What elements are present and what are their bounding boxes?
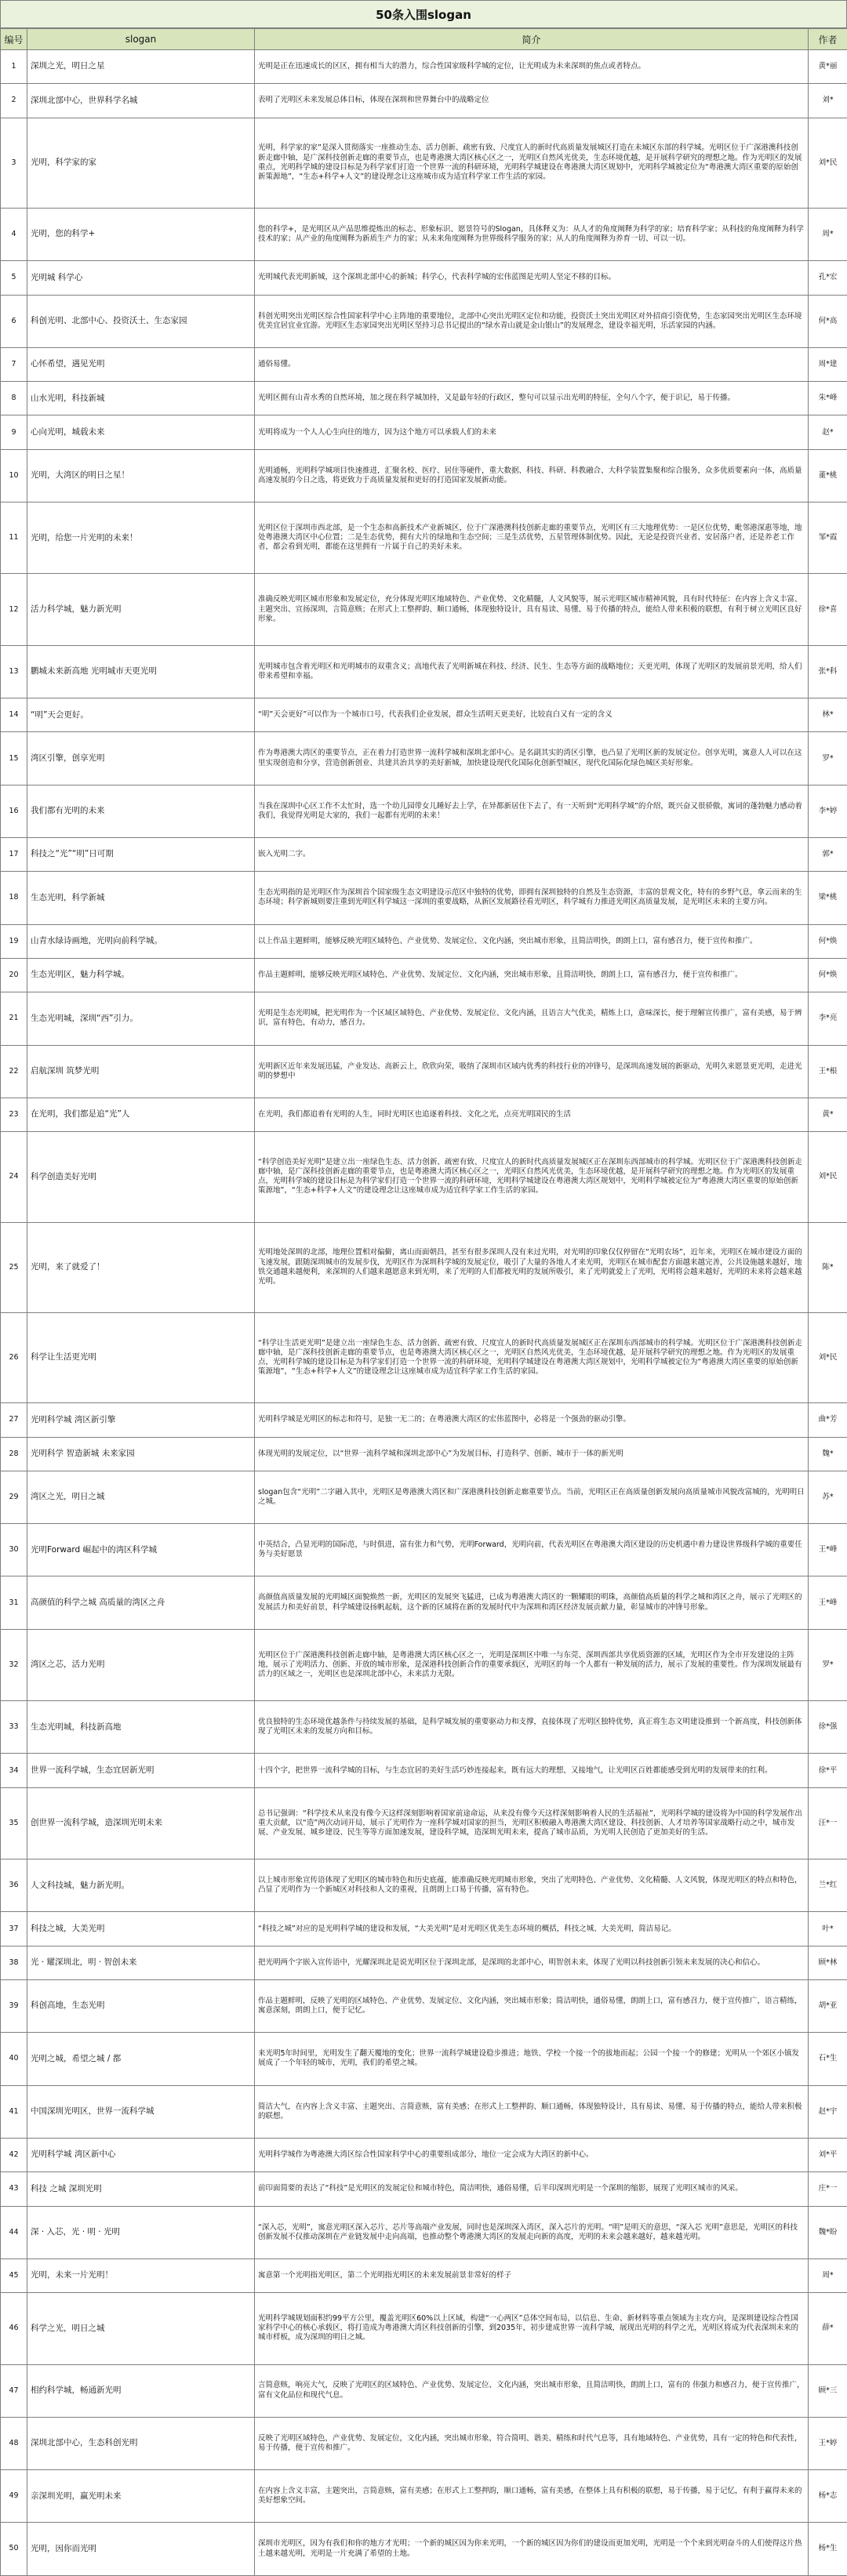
table-row xyxy=(1,1222,847,1312)
row-slogan: 人文科技城，魅力新光明。 xyxy=(27,1859,255,1912)
row-author: 赵* xyxy=(809,415,847,449)
row-description: 作为粤港澳大湾区的重要节点，正在着力打造世界一流科学城和深圳北部中心。是名副其实的湾区引擎，也凸显了光明区新的发展定位。创享光明，寓意人人可以在这里实现创造和分享，营造创新创业、共建共治共享的美好新城，加快建设现代化国际化创新型城区，现代化国际化绿色城区美好形象。 xyxy=(255,732,809,785)
row-author: 杨*生 xyxy=(809,2523,847,2575)
row-number: 28 xyxy=(1,1437,27,1471)
row-description: 言简意赅，响亮大气，反映了光明区的区域特色、产业优势、发展定位、文化内涵，突出城市形象，且简洁明快，朗朗上口，富有的 伟强力和感召力，便于宣传推广，富有文化品位和现代气息。 xyxy=(255,2364,809,2417)
row-slogan: 光明，未来一片光明！ xyxy=(27,2259,255,2292)
row-description: 在内容上含义丰富，主题突出，言简意赅，富有美感；在形式上工整押韵，顺口通畅，富有美感，在整体上具有积极的联想，易于传播，易于记忆，有利于赢得未来的美好想象空间。 xyxy=(255,2470,809,2523)
slogan-table xyxy=(0,28,847,2576)
row-number: 45 xyxy=(1,2259,27,2292)
row-description: 您的科学+，是光明区从产品思维提炼出的标志、形象标识、愿景符号的Slogan，具体释义为：从人才的角度阐释为科学的家；培育科学家；从科技的角度阐释为科学技术的家；从产业的角度阐释为新质生产力的家；从未来角度阐释为世界级科学服务的家；从人的角度阐释为养育一切、可以一切。 xyxy=(255,208,809,260)
row-slogan: 在光明，我们都是追“光”人 xyxy=(27,1098,255,1131)
row-slogan: 光明，来了就爱了！ xyxy=(27,1222,255,1312)
row-number: 36 xyxy=(1,1859,27,1912)
row-number: 20 xyxy=(1,958,27,992)
table-row xyxy=(1,785,847,837)
table-row xyxy=(1,1045,847,1098)
row-number: 10 xyxy=(1,449,27,502)
table-row xyxy=(1,732,847,785)
row-slogan: 光明，您的科学+ xyxy=(27,208,255,260)
row-number: 41 xyxy=(1,2085,27,2138)
table-row xyxy=(1,698,847,732)
table-row xyxy=(1,992,847,1045)
row-author: 曲*芳 xyxy=(809,1403,847,1437)
row-slogan: 科技之城，大美光明 xyxy=(27,1912,255,1946)
row-number: 8 xyxy=(1,382,27,415)
row-author: 顾*林 xyxy=(809,1946,847,1979)
row-slogan: 湾区之光，明日之城 xyxy=(27,1471,255,1523)
row-slogan: 光明科学 智造新城 未来家园 xyxy=(27,1437,255,1471)
row-author: 徐*喜 xyxy=(809,574,847,645)
table-row xyxy=(1,1859,847,1912)
row-slogan: 光明之城，希望之城 / 都 xyxy=(27,2033,255,2085)
table-row xyxy=(1,2364,847,2417)
row-slogan: 深圳北部中心，生态科创光明 xyxy=(27,2417,255,2469)
row-author: 朱*峰 xyxy=(809,382,847,415)
row-number: 22 xyxy=(1,1045,27,1098)
row-slogan: 相约科学城，畅通新光明 xyxy=(27,2364,255,2417)
row-author: 王*根 xyxy=(809,1045,847,1098)
row-description: “科学让生活更光明”是建立出一座绿色生态、活力创新、疏密有致、尺度宜人的新时代高质量发展城区正在深圳东西部城市的科学城。光明区位于广深港澳科技创新走廊中轴，是广深科技创新走廊的重要节点，也是粤港澳大湾区核心区之一，光明区自然风光优美，生态环境优越，是开展科学研究的理想之地。作为光明区的发展重点，光明科学城的建设目标是为科学家们打造一个世界一流的科研环境，光明科学城建设在粤港澳大湾区规划中，光明科学城被定位为“粤港澳大湾区重要的原始创新策源地”，“生态+科学+人文”的建设理念让这座城市成为适宜科学家工作生活的家园。 xyxy=(255,1312,809,1402)
row-slogan: 生态光明，科学新城 xyxy=(27,872,255,924)
table-row xyxy=(1,449,847,502)
table-row xyxy=(1,50,847,84)
row-number: 18 xyxy=(1,872,27,924)
header-slogan: slogan xyxy=(27,29,255,50)
row-slogan: 创世界一流科学城，造深圳光明未来 xyxy=(27,1787,255,1859)
row-number: 15 xyxy=(1,732,27,785)
table-row xyxy=(1,2172,847,2206)
row-author: 罗* xyxy=(809,732,847,785)
row-author: 顾*三 xyxy=(809,2364,847,2417)
row-number: 25 xyxy=(1,1222,27,1312)
row-number: 33 xyxy=(1,1701,27,1754)
row-slogan: 光明，因你而光明 xyxy=(27,2523,255,2575)
row-description: 通俗易懂。 xyxy=(255,347,809,381)
row-description: 光明是生态光明城，把光明作为一个区域区域特色、产业优势、发展定位、文化内涵，且语言大气优美，精炼上口，意味深长，便于理解宣传推广，富有美感，易于辨识，富有特色，有动力，感召力。 xyxy=(255,992,809,1045)
row-number: 13 xyxy=(1,645,27,698)
row-number: 37 xyxy=(1,1912,27,1946)
row-author: 周* xyxy=(809,2259,847,2292)
row-description: 以上城市形象宣传语体现了光明区的城市特色和历史底蕴，能准确反映光明城市形象，突出了光明特色、产业优势、文化精髓、人文风貌，体现光明区的特点和特色，凸显了光明作为一个新城区对科技和人文的重视，且朗朗上口易于传播，富有特色。 xyxy=(255,1859,809,1912)
table-row xyxy=(1,1787,847,1859)
row-slogan: 光明城 科学心 xyxy=(27,261,255,295)
table-row xyxy=(1,84,847,118)
row-description: “深入芯，光明”，寓意光明区深入芯片、芯片等高端产业发展，同时也是深圳深入湾区，深入芯片的光明。“明”是明天的意思，“深入芯 光明”意思是，光明区的科技创新发展不仅推动深圳在产业链发展中走向高端，也推动整个粤港澳大湾区的发展走向新的高度，光明的未来会越来越好，越来越光明。 xyxy=(255,2206,809,2259)
row-author: 罗* xyxy=(809,1629,847,1700)
row-number: 32 xyxy=(1,1629,27,1700)
table-row xyxy=(1,382,847,415)
table-row xyxy=(1,574,847,645)
row-description: 在光明，我们都追着有光明的人生，同时光明区也追逐着科技、文化之光，点亮光明国民的生活 xyxy=(255,1098,809,1131)
row-number: 44 xyxy=(1,2206,27,2259)
row-number: 31 xyxy=(1,1576,27,1629)
row-slogan: 高颜值的科学之城 高质量的湾区之舟 xyxy=(27,1576,255,1629)
row-description: 光明地处深圳的北部，地理位置相对偏僻，离山而面朝昌，甚至有很多深圳人没有来过光明，对光明的印象仅仅停留在“光明农场”，近年来，光明区在城市建设方面的飞速发展，跟随深圳城市的发展步伐，光明区作为深圳科学城的发展定位，吸引了大量的各地人才来光明，光明区在城市配套方面越来越完善，公共设施越来越好，地铁交通越来越便利，来深圳的人们越来越愿意来到光明，来了光明的人们都被光明的发展所吸引，来了光明就爱上了光明，光明将会越来越好，光明的未来将会越来越光明。 xyxy=(255,1222,809,1312)
row-description: “明”天会更好”可以作为一个城市口号，代表我们企业发展，群众生活明天更美好，比较直白又有一定的含义 xyxy=(255,698,809,732)
row-author: 薛* xyxy=(809,2293,847,2364)
row-description: 光明科学城是光明区的标志和符号，是独一无二的；在粤港澳大湾区的宏伟蓝图中，必将是一个强劲的驱动引擎。 xyxy=(255,1403,809,1437)
row-author: 徐*平 xyxy=(809,1754,847,1787)
row-author: 魏*盼 xyxy=(809,2206,847,2259)
row-slogan: 生态光明城，深圳“西”引力。 xyxy=(27,992,255,1045)
row-description: 优良独特的生态环境优越条件与持续发展的基础，是科学城发展的重要驱动力和支撑，直接体现了光明区独特优势，真正将生态文明建设推到一个新高度，科技创新体现了光明区未来的发展方向和目标。 xyxy=(255,1701,809,1754)
table-row xyxy=(1,2033,847,2085)
row-number: 3 xyxy=(1,118,27,208)
row-slogan: 光明，给您一片光明的未来！ xyxy=(27,503,255,574)
row-author: 叶* xyxy=(809,1912,847,1946)
row-description: 高颜值高质量发展的光明城区面貌焕然一新，光明区的发展突飞猛进，已成为粤港澳大湾区的一颗耀眼的明珠，高颜值高质量的科学之城和湾区之舟，展示了光明区的发展活力和美好前景，科学城建设扬帆起航，这个新的区域将在新的发展时代中为深圳和湾区经济发展贡献力量，彰显城市的冲锋号形象。 xyxy=(255,1576,809,1629)
row-number: 35 xyxy=(1,1787,27,1859)
row-description: 光明城代表光明新城，这个深圳北部中心的新城；科学心，代表科学城的宏伟蓝图是光明人坚定不移的目标。 xyxy=(255,261,809,295)
table-row xyxy=(1,1946,847,1979)
table-row xyxy=(1,958,847,992)
row-slogan: 心怀希望，遇见光明 xyxy=(27,347,255,381)
row-description: 嵌入光明二字。 xyxy=(255,838,809,872)
row-author: 刘*民 xyxy=(809,1132,847,1222)
row-description: slogan包含“光明”二字融入其中，光明区是粤港澳大湾区和广深港澳科技创新走廊重要节点。当前，光明区正在高质量创新发展向高质量城市风貌改富城的，光明明日之城。 xyxy=(255,1471,809,1523)
table-row xyxy=(1,1629,847,1700)
table-row xyxy=(1,924,847,958)
sheet-title: 50条入围slogan xyxy=(0,0,847,28)
table-row xyxy=(1,415,847,449)
table-row xyxy=(1,2470,847,2523)
row-number: 24 xyxy=(1,1132,27,1222)
row-author: 汪*一 xyxy=(809,1787,847,1859)
header-number: 编号 xyxy=(1,29,27,50)
row-number: 50 xyxy=(1,2523,27,2575)
row-author: 庄*一 xyxy=(809,2172,847,2206)
row-number: 39 xyxy=(1,1980,27,2033)
row-slogan: 启航深圳 筑梦光明 xyxy=(27,1045,255,1098)
row-number: 48 xyxy=(1,2417,27,2469)
table-row xyxy=(1,1471,847,1523)
row-slogan: 活力科学城，魅力新光明 xyxy=(27,574,255,645)
row-description: 光明区位于深圳市西北部，是一个生态和高新技术产业新城区，位于广深港澳科技创新走廊的重要节点，光明区有三大地理优势：一是区位优势，毗邻港深惠等地，地处粤港澳大湾区中心位置；二是生态优势，拥有大片的绿地和生态空间；三是生活优势，五星管理体制优势。因此，无论是投资兴业者、安居落户者，还是养老工作者，都会看到光明，都能在这里拥有一片属于自己的美好未来。 xyxy=(255,503,809,574)
row-description: 深圳市光明区，因为有我们和你的地方才光明；一个新的城区因为你来光明，一个新的城区因为你们的建设而更加光明，光明是一个个来到光明奋斗的人们使得这片热土越来越光明，光明是一片充满了希望的土地。 xyxy=(255,2523,809,2575)
row-number: 27 xyxy=(1,1403,27,1437)
table-row xyxy=(1,1403,847,1437)
row-description: 把光明两个字嵌入宣传语中，光耀深圳北是说光明区位于深圳北部，是深圳的北部中心，明智创未来，体现了光明以科技创新引领未来发展的决心和信心。 xyxy=(255,1946,809,1979)
row-author: 刘*平 xyxy=(809,2138,847,2171)
table-row xyxy=(1,2138,847,2171)
table-row xyxy=(1,1098,847,1131)
table-row xyxy=(1,2417,847,2469)
row-description: 光明新区近年来发展迅猛，产业发达、高新云上，欣欣向荣，吸纳了深圳市区域内优秀的科技行业的冲锋号，是深圳高速发展的新驱动，光明久来愿景更光明，走进光明的梦想中 xyxy=(255,1045,809,1098)
row-author: 周* xyxy=(809,208,847,260)
row-description: 准确反映光明区城市形象和发展定位，充分体现光明区地域特色、产业优势、文化精髓，人文风貌等，展示光明区城市精神风貌，具有时代特征：在内容上含义丰富、主题突出、宣扬深圳、言简意赅；在形式上工整押韵、顺口通畅，体现独特设计，具有易读、易懂、易于传播的特点，能给人带来积极的联想，有利于树立光明区良好形象。 xyxy=(255,574,809,645)
row-description: 表明了光明区未来发展总体目标，体现在深圳和世界舞台中的战略定位 xyxy=(255,84,809,118)
row-author: 董*桃 xyxy=(809,449,847,502)
row-description: 前印面简要的表达了“科技”是光明区的发展定位和城市特色，简洁明快，通俗易懂，后半印深圳光明是一个深圳的缩影，展现了光明区城市的风采。 xyxy=(255,2172,809,2206)
table-row xyxy=(1,872,847,924)
row-description: 生态光明指的是光明区作为深圳首个国家级生态文明建设示范区中独特的优势，即拥有深圳独特的自然及生态资源，丰富的景观文化，特有的乡野气息，拿云而来的生态环境；科学新城则要注重到光明区科学城这一深圳的重要战略，从新区发展路径看光明区，科学城有力推进光明区高质量发展，是光明区未来的主要方向。 xyxy=(255,872,809,924)
table-row xyxy=(1,838,847,872)
table-row xyxy=(1,2085,847,2138)
row-description: 光明科学城规划面积约99平方公里，覆盖光明区60%以上区域，构建“一心两区”总体空间布局，以信息、生命、新材料等重点领域为主攻方向，是深圳建设综合性国家科学中心的核心承载区，将打造成为粤港澳大湾区科技创新的引擎，到2035年，初步建成世界一流科学城，展现出光明的科学之光，光明区将成为代表深圳未来的城市样板，成为深圳的明日之城。 xyxy=(255,2293,809,2364)
row-description: 反映了光明区域特色，产业优势、发展定位，文化内涵，突出城市形象，符合简明、谐美、精练和时代气息等，具有地域特色、产业优势，具有一定的特色和代表性，易于传播，便于宣传和推广。 xyxy=(255,2417,809,2469)
row-author: 王*峰 xyxy=(809,1524,847,1576)
row-number: 12 xyxy=(1,574,27,645)
table-row xyxy=(1,1312,847,1402)
row-slogan: 光明，科学家的家 xyxy=(27,118,255,208)
table-row xyxy=(1,1524,847,1576)
row-number: 30 xyxy=(1,1524,27,1576)
row-number: 5 xyxy=(1,261,27,295)
row-slogan: 科学之光，明日之城 xyxy=(27,2293,255,2364)
row-author: 王*峰 xyxy=(809,1576,847,1629)
row-description: 光明是正在迅速成长的区区，拥有相当大的潜力，综合性国家级科学城的定位，让光明成为未来深圳的焦点或者特点。 xyxy=(255,50,809,84)
row-author: 邹*霞 xyxy=(809,503,847,574)
row-number: 26 xyxy=(1,1312,27,1402)
header-row xyxy=(1,29,847,50)
row-slogan: 鹏城未来新高地 光明城市天更光明 xyxy=(27,645,255,698)
table-row xyxy=(1,261,847,295)
row-slogan: 科创光明、北部中心、投资沃土、生态家园 xyxy=(27,295,255,347)
row-slogan: 生态光明区，魅力科学城。 xyxy=(27,958,255,992)
row-author: 梁*桃 xyxy=(809,872,847,924)
row-slogan: 亲深圳光明，赢光明未来 xyxy=(27,2470,255,2523)
row-number: 16 xyxy=(1,785,27,837)
row-slogan: 科技 之城 深圳光明 xyxy=(27,2172,255,2206)
table-row xyxy=(1,118,847,208)
row-description: 作品主题鲜明，反映了光明的区域特色、产业优势、发展定位、文化内涵，突出城市形象；简洁明快，通俗易懂，朗朗上口，富有感召力，便于宣传推广，语言精练，寓意深刻，朗朗上口，便于记忆。 xyxy=(255,1980,809,2033)
row-author: 黄*丽 xyxy=(809,50,847,84)
row-author: 杨*志 xyxy=(809,2470,847,2523)
row-slogan: 科创高地，生态光明 xyxy=(27,1980,255,2033)
header-author: 作者 xyxy=(809,29,847,50)
row-slogan: 深 · 入芯，光 · 明 · 光明 xyxy=(27,2206,255,2259)
row-description: 十四个字，把世界一流科学城的目标，与生态宜居的美好生活巧妙连接起来，既有远大的理想，又接地气，让光明区百姓都能感受到光明的发展带来的红利。 xyxy=(255,1754,809,1787)
row-slogan: 科技之“光”“明”日可期 xyxy=(27,838,255,872)
row-description: 光明，科学家的家”是深入贯彻落实一座推动生态、活力创新、疏密有致、尺度宜人的新时代高质量发展城区打造在未城区东部的科学城。光明区位于广深港澳科技创新走廊中轴，是广深科技创新走廊的重要节点，也是粤港澳大湾区核心区之一，光明区自然风光优美，生态环境优越，是开展科学研究的理想之地。作为光明区的发展重点，光明科学城的建设目标是为科学家们打造一个世界一流的科研环境，光明科学城建设在粤港澳大湾区规划中，光明科学城被定位为“粤港澳大湾区重要的原始创新策源地”，“生态+科学+人文”的建设理念让这座城市成为适宜科学家工作生活的家园。 xyxy=(255,118,809,208)
row-description: 简洁大气，在内容上含义丰富、主题突出、言简意赅，富有美感；在形式上工整押韵、顺口通畅，体现独特设计，具有易读、易懂、易于传播的特点，能给人带来积极的联想。 xyxy=(255,2085,809,2138)
row-number: 19 xyxy=(1,924,27,958)
row-number: 29 xyxy=(1,1471,27,1523)
row-slogan: 生态光明城，科技新高地 xyxy=(27,1701,255,1754)
row-number: 40 xyxy=(1,2033,27,2085)
row-number: 23 xyxy=(1,1098,27,1131)
row-author: 刘*民 xyxy=(809,1312,847,1402)
row-author: 张*科 xyxy=(809,645,847,698)
row-author: 周*建 xyxy=(809,347,847,381)
table-row xyxy=(1,2293,847,2364)
row-slogan: 山青水绿诗画地，光明向前科学城。 xyxy=(27,924,255,958)
table-row xyxy=(1,2206,847,2259)
row-author: 魏* xyxy=(809,1437,847,1471)
table-row xyxy=(1,295,847,347)
table-row xyxy=(1,503,847,574)
row-description: 科创光明突出光明区综合性国家科学中心主阵地的重要地位，北部中心突出光明区定位和功能，投资沃土突出光明区对外招商引资优势，生态家园突出光明区生态环境优美宜居宜业宜游。光明区生态家园突出光明区坚持习总书记提出的“绿水青山就是金山银山”的发展理念，建设幸福光明，乐活家园的内涵。 xyxy=(255,295,809,347)
row-description: 光明区拥有山青水秀的自然环境，加之现在科学城加持，又是最年轻的行政区，整句可以显示出光明的特征，全句八个字，便于识记，易于传播。 xyxy=(255,382,809,415)
row-author: 刘*民 xyxy=(809,118,847,208)
row-number: 4 xyxy=(1,208,27,260)
row-description: 总书记强调：“科学技术从来没有像今天这样深刻影响着国家前途命运，从来没有像今天这样深刻影响着人民的生活福祉”，光明科学城的建设将为中国的科学发展作出重大贡献，以“造”两次动词开局，展示了光明作为一座科学城对国家的担当，光明区积极融入粤港澳大湾区建设、科技创新、人才培养等国家战略行动之中，城市发展、产业发展、城乡建设、民生等等方面加速发展，建设科学城，造深圳光明未来，提高了城市品质，为光明人民创造了更加美好的生活。 xyxy=(255,1787,809,1859)
row-author: 李*亮 xyxy=(809,992,847,1045)
table-row xyxy=(1,1576,847,1629)
row-slogan: 光明，大湾区的明日之星！ xyxy=(27,449,255,502)
row-number: 9 xyxy=(1,415,27,449)
row-slogan: 中国深圳光明区，世界一流科学城 xyxy=(27,2085,255,2138)
row-author: 石*生 xyxy=(809,2033,847,2085)
row-author: 郭* xyxy=(809,838,847,872)
row-description: “科学创造美好光明”是建立出一座绿色生态、活力创新、疏密有致、尺度宜人的新时代高质量发展城区正在深圳东西部城市的科学城。光明区位于广深港澳科技创新走廊中轴，是广深科技创新走廊的重要节点，也是粤港澳大湾区核心区之一，光明区自然风光优美，生态环境优越，是开展科学研究的理想之地。作为光明区的发展重点，光明科学城的建设目标是为科学家们打造一个世界一流的科研环境，光明科学城建设在粤港澳大湾区规划中，光明科学城被定位为“粤港澳大湾区重要的原始创新策源地”，“生态+科学+人文”的建设理念让这座城市成为适宜科学家工作生活的家园。 xyxy=(255,1132,809,1222)
table-body xyxy=(1,50,847,2576)
row-author: 黄* xyxy=(809,1098,847,1131)
row-number: 11 xyxy=(1,503,27,574)
row-number: 42 xyxy=(1,2138,27,2171)
row-description: “科技之城”对应的是光明科学城的建设和发展，“大美光明”是对光明区优美生态环境的概括，科技之城、大美光明，简洁易记。 xyxy=(255,1912,809,1946)
table-row xyxy=(1,1912,847,1946)
table-row xyxy=(1,1754,847,1787)
table-row xyxy=(1,2523,847,2575)
table-row xyxy=(1,2259,847,2292)
table-row xyxy=(1,208,847,260)
row-number: 1 xyxy=(1,50,27,84)
row-description: 光明将成为一个人人心生向往的地方，因为这个地方可以承载人们的未来 xyxy=(255,415,809,449)
row-slogan: 山水光明，科技新城 xyxy=(27,382,255,415)
row-author: 林* xyxy=(809,698,847,732)
row-number: 2 xyxy=(1,84,27,118)
row-description: 中英结合，凸显光明的国际范，与时俱进，富有张力和气势，光明Forward，光明向前，代表光明区在粤港澳大湾区建设的历史机遇中着力建设世界级科学城的重要任务与美好愿景 xyxy=(255,1524,809,1576)
row-author: 陈* xyxy=(809,1222,847,1312)
row-slogan: 深圳之光，明日之星 xyxy=(27,50,255,84)
row-description: 体现光明的发展定位，以“世界一流科学城和深圳北部中心”为发展目标，打造科学、创新、城市于一体的新光明 xyxy=(255,1437,809,1471)
table-row xyxy=(1,1437,847,1471)
row-description: 以上作品主题鲜明，能够反映光明区域特色、产业优势、发展定位、文化内涵，突出城市形象，且简洁明快，朗朗上口，富有感召力，便于宣传和推广。 xyxy=(255,924,809,958)
row-description: 当我在深圳中心区工作不太忙时，选一个幼儿园带女儿睡好去上学，在异都新居住下去了，有一天听到“光明科学城”的介绍，既兴奋又很骄傲，寓词的蓬勃魅力感动着我们，我觉得光明是大家的，我们一起都有光明的未来！ xyxy=(255,785,809,837)
row-author: 李*婷 xyxy=(809,785,847,837)
row-number: 7 xyxy=(1,347,27,381)
row-slogan: 科学让生活更光明 xyxy=(27,1312,255,1402)
row-author: 孔*宏 xyxy=(809,261,847,295)
row-author: 苏* xyxy=(809,1471,847,1523)
row-slogan: 科学创造美好光明 xyxy=(27,1132,255,1222)
row-slogan: 光明Forward 崛起中的湾区科学城 xyxy=(27,1524,255,1576)
row-description: 光明科学城作为粤港澳大湾区综合性国家科学中心的重要组成部分，地位一定会成为大湾区的新中心。 xyxy=(255,2138,809,2171)
row-slogan: 心向光明，城载未来 xyxy=(27,415,255,449)
row-number: 17 xyxy=(1,838,27,872)
row-number: 14 xyxy=(1,698,27,732)
row-author: 胡*亚 xyxy=(809,1980,847,2033)
row-number: 49 xyxy=(1,2470,27,2523)
row-number: 21 xyxy=(1,992,27,1045)
row-number: 46 xyxy=(1,2293,27,2364)
header-description: 简介 xyxy=(255,29,809,50)
table-row xyxy=(1,1701,847,1754)
table-row xyxy=(1,347,847,381)
row-description: 光明区位于广深港澳科技创新走廊中轴，是粤港澳大湾区核心区之一，光明是深圳区中唯一与东莞、深圳西部共享优质资源的区域，光明区作为全市开发建设的主阵地，展示了光明活力、创新、开放的城市形象，是深港科技创新合作的重要承载区，光明区的每一个人都有一种发展的活力，展示了发展的重要性。作为深圳发展最有活力的区域之一，光明区也是深圳北部中心，未来活力无限。 xyxy=(255,1629,809,1700)
row-author: 兰*红 xyxy=(809,1859,847,1912)
row-slogan: 我们都有光明的未来 xyxy=(27,785,255,837)
row-author: 何*焕 xyxy=(809,924,847,958)
row-description: 光明城市包含着光明区和光明城市的双重含义；高地代表了光明新城在科技、经济、民生、生态等方面的战略地位；天更光明，体现了光明区的发展前景光明，给人们带来希望和幸福。 xyxy=(255,645,809,698)
row-number: 6 xyxy=(1,295,27,347)
row-slogan: 光明科学城 湾区新中心 xyxy=(27,2138,255,2171)
table-row xyxy=(1,645,847,698)
row-slogan: 深圳北部中心，世界科学名城 xyxy=(27,84,255,118)
table-row xyxy=(1,1132,847,1222)
row-description: 寓意第一个光明指光明区，第二个光明指光明区的未来发展前景非常好的样子 xyxy=(255,2259,809,2292)
row-author: 徐*强 xyxy=(809,1701,847,1754)
row-slogan: 光 · 耀深圳北，明 · 智创未来 xyxy=(27,1946,255,1979)
row-description: 来光明5年时间里，光明发生了翻天覆地的变化；世界一流科学城建设稳步推进；地铁、学校一个接一个的拔地而起；公园一个接一个的修建；光明从一个郊区小镇发展成了一个年轻的城市，光明，我们的希望之城。 xyxy=(255,2033,809,2085)
row-author: 何*焕 xyxy=(809,958,847,992)
row-number: 43 xyxy=(1,2172,27,2206)
row-slogan: 湾区引擎，创享光明 xyxy=(27,732,255,785)
row-description: 光明通畅，光明科学城项目快速推进，汇聚名校、医疗、居住等硬件，重大数据、科技、科研、科教融合、大科学装置集聚和综合服务，众多优质要素向一体，高质量高速发展的今日之选，将更致力于高质量发展和更好的打造国家发展新动能。 xyxy=(255,449,809,502)
row-slogan: “明”天会更好。 xyxy=(27,698,255,732)
row-slogan: 湾区之芯，活力光明 xyxy=(27,1629,255,1700)
row-author: 刘* xyxy=(809,84,847,118)
row-description: 作品主题鲜明，能够反映光明区域特色、产业优势、发展定位、文化内涵，突出城市形象，且简洁明快，朗朗上口，富有感召力，便于宣传和推广。 xyxy=(255,958,809,992)
row-number: 38 xyxy=(1,1946,27,1979)
row-author: 何*高 xyxy=(809,295,847,347)
row-author: 赵*宇 xyxy=(809,2085,847,2138)
row-slogan: 世界一流科学城，生态宜居新光明 xyxy=(27,1754,255,1787)
row-slogan: 光明科学城 湾区新引擎 xyxy=(27,1403,255,1437)
table-row xyxy=(1,1980,847,2033)
row-author: 王*婷 xyxy=(809,2417,847,2469)
row-number: 47 xyxy=(1,2364,27,2417)
row-number: 34 xyxy=(1,1754,27,1787)
